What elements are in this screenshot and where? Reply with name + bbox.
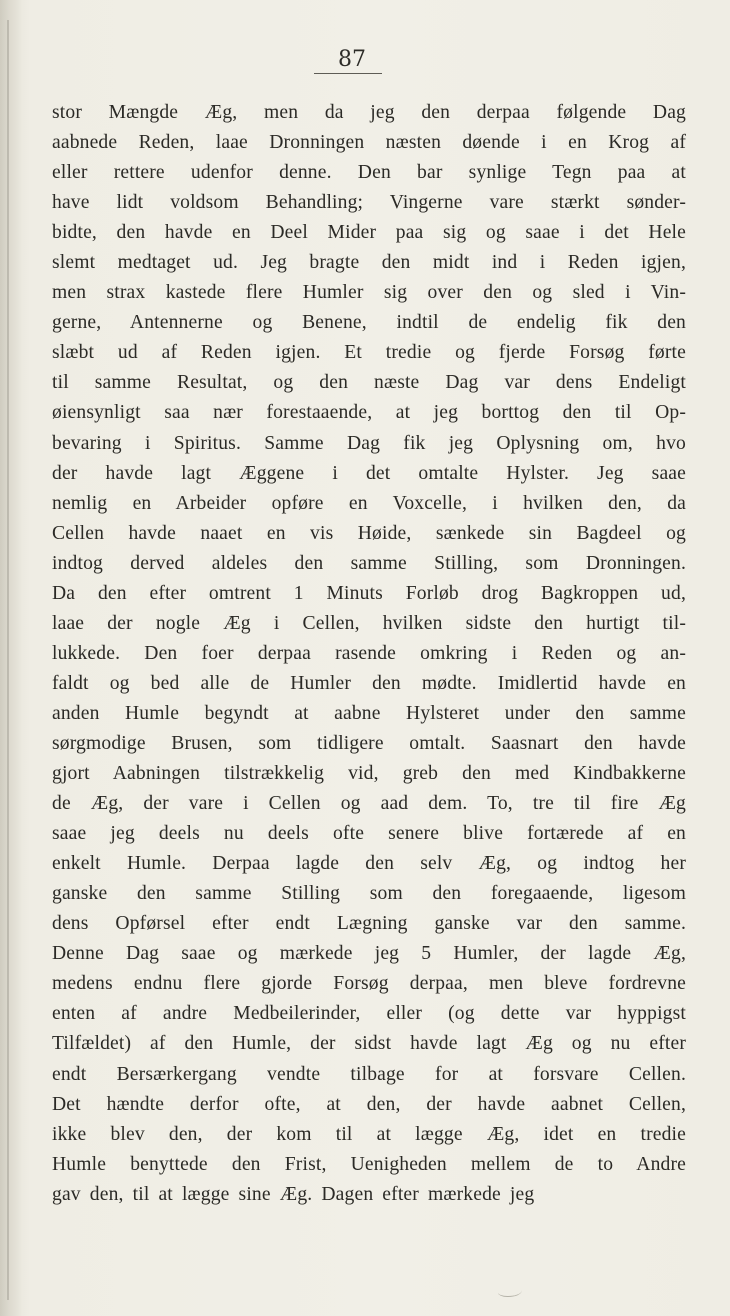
binding-shadow-line (7, 20, 9, 1300)
page-number-underline (314, 73, 382, 74)
text-line: øiensynligt saa nær forestaaende, at jeg borttog den til Op- (52, 402, 686, 424)
text-line: Tilfældet) af den Humle, der sidst havde lagt Æg og nu efter (52, 1033, 686, 1055)
text-line: de Æg, der vare i Cellen og aad dem. To, tre til fire Æg (52, 793, 686, 815)
text-line: enten af andre Medbeilerinder, eller (og dette var hyppigst (52, 1003, 686, 1025)
text-line: endt Bersærkergang vendte tilbage for at forsvare Cellen. (52, 1063, 686, 1085)
text-line: nemlig en Arbeider opføre en Voxcelle, i hvilken den, da (52, 492, 686, 514)
text-line: indtog derved aldeles den samme Stilling, som Dronningen. (52, 552, 686, 574)
text-line: saae jeg deels nu deels ofte senere blive fortærede af en (52, 823, 686, 845)
text-line: dens Opførsel efter endt Lægning ganske var den samme. (52, 913, 686, 935)
text-line: enkelt Humle. Derpaa lagde den selv Æg, og indtog her (52, 853, 686, 875)
text-line: stor Mængde Æg, men da jeg den derpaa følgende Dag (52, 102, 686, 123)
text-line: bidte, den havde en Deel Mider paa sig og saae i det Hele (52, 222, 686, 244)
page-number: 87 (338, 47, 366, 72)
text-line: Cellen havde naaet en vis Høide, sænkede sin Bagdeel og (52, 522, 686, 544)
text-line: medens endnu flere gjorde Forsøg derpaa, men bleve fordrevne (52, 973, 686, 995)
text-line: Denne Dag saae og mærkede jeg 5 Humler, der lagde Æg, (52, 943, 686, 965)
text-line: lukkede. Den foer derpaa rasende omkring i Reden og an- (52, 642, 686, 664)
text-line: anden Humle begyndt at aabne Hylsteret under den samme (52, 702, 686, 724)
text-line: aabnede Reden, laae Dronningen næsten døende i en Krog af (52, 132, 686, 154)
text-line: have lidt voldsom Behandling; Vingerne vare stærkt sønder- (52, 192, 686, 214)
text-line: slæbt ud af Reden igjen. Et tredie og fjerde Forsøg førte (52, 342, 686, 364)
text-line: laae der nogle Æg i Cellen, hvilken sidste den hurtigt til- (52, 612, 686, 634)
text-line: eller rettere udenfor denne. Den bar synlige Tegn paa at (52, 162, 686, 184)
body-text (52, 98, 686, 1210)
text-line: men strax kastede flere Humler sig over den og sled i Vin- (52, 282, 686, 304)
text-line: bevaring i Spiritus. Samme Dag fik jeg Oplysning om, hvo (52, 432, 686, 454)
text-line: Det hændte derfor ofte, at den, der havde aabnet Cellen, (52, 1093, 686, 1115)
text-line: til samme Resultat, og den næste Dag var dens Endeligt (52, 372, 686, 394)
text-line: ikke blev den, der kom til at lægge Æg, idet en tredie (52, 1123, 686, 1145)
text-line: gav den, til at lægge sine Æg. Dagen efter mærkede jeg (52, 1183, 535, 1205)
text-line: sørgmodige Brusen, som tidligere omtalt. Saasnart den havde (52, 732, 686, 754)
page-blemish (498, 1286, 522, 1297)
text-line: faldt og bed alle de Humler den mødte. Imidlertid havde en (52, 672, 686, 694)
binding-edge (0, 0, 22, 1316)
text-line: gerne, Antennerne og Benene, indtil de endelig fik den (52, 312, 686, 334)
text-line: gjort Aabningen tilstrækkelig vid, greb den med Kindbakkerne (52, 763, 686, 785)
text-line: ganske den samme Stilling som den foregaaende, ligesom (52, 883, 686, 905)
text-line: slemt medtaget ud. Jeg bragte den midt ind i Reden igjen, (52, 252, 686, 274)
text-line: Da den efter omtrent 1 Minuts Forløb drog Bagkroppen ud, (52, 582, 686, 604)
text-line: der havde lagt Æggene i det omtalte Hylster. Jeg saae (52, 462, 686, 484)
text-line: Humle benyttede den Frist, Uenigheden mellem de to Andre (52, 1153, 686, 1175)
